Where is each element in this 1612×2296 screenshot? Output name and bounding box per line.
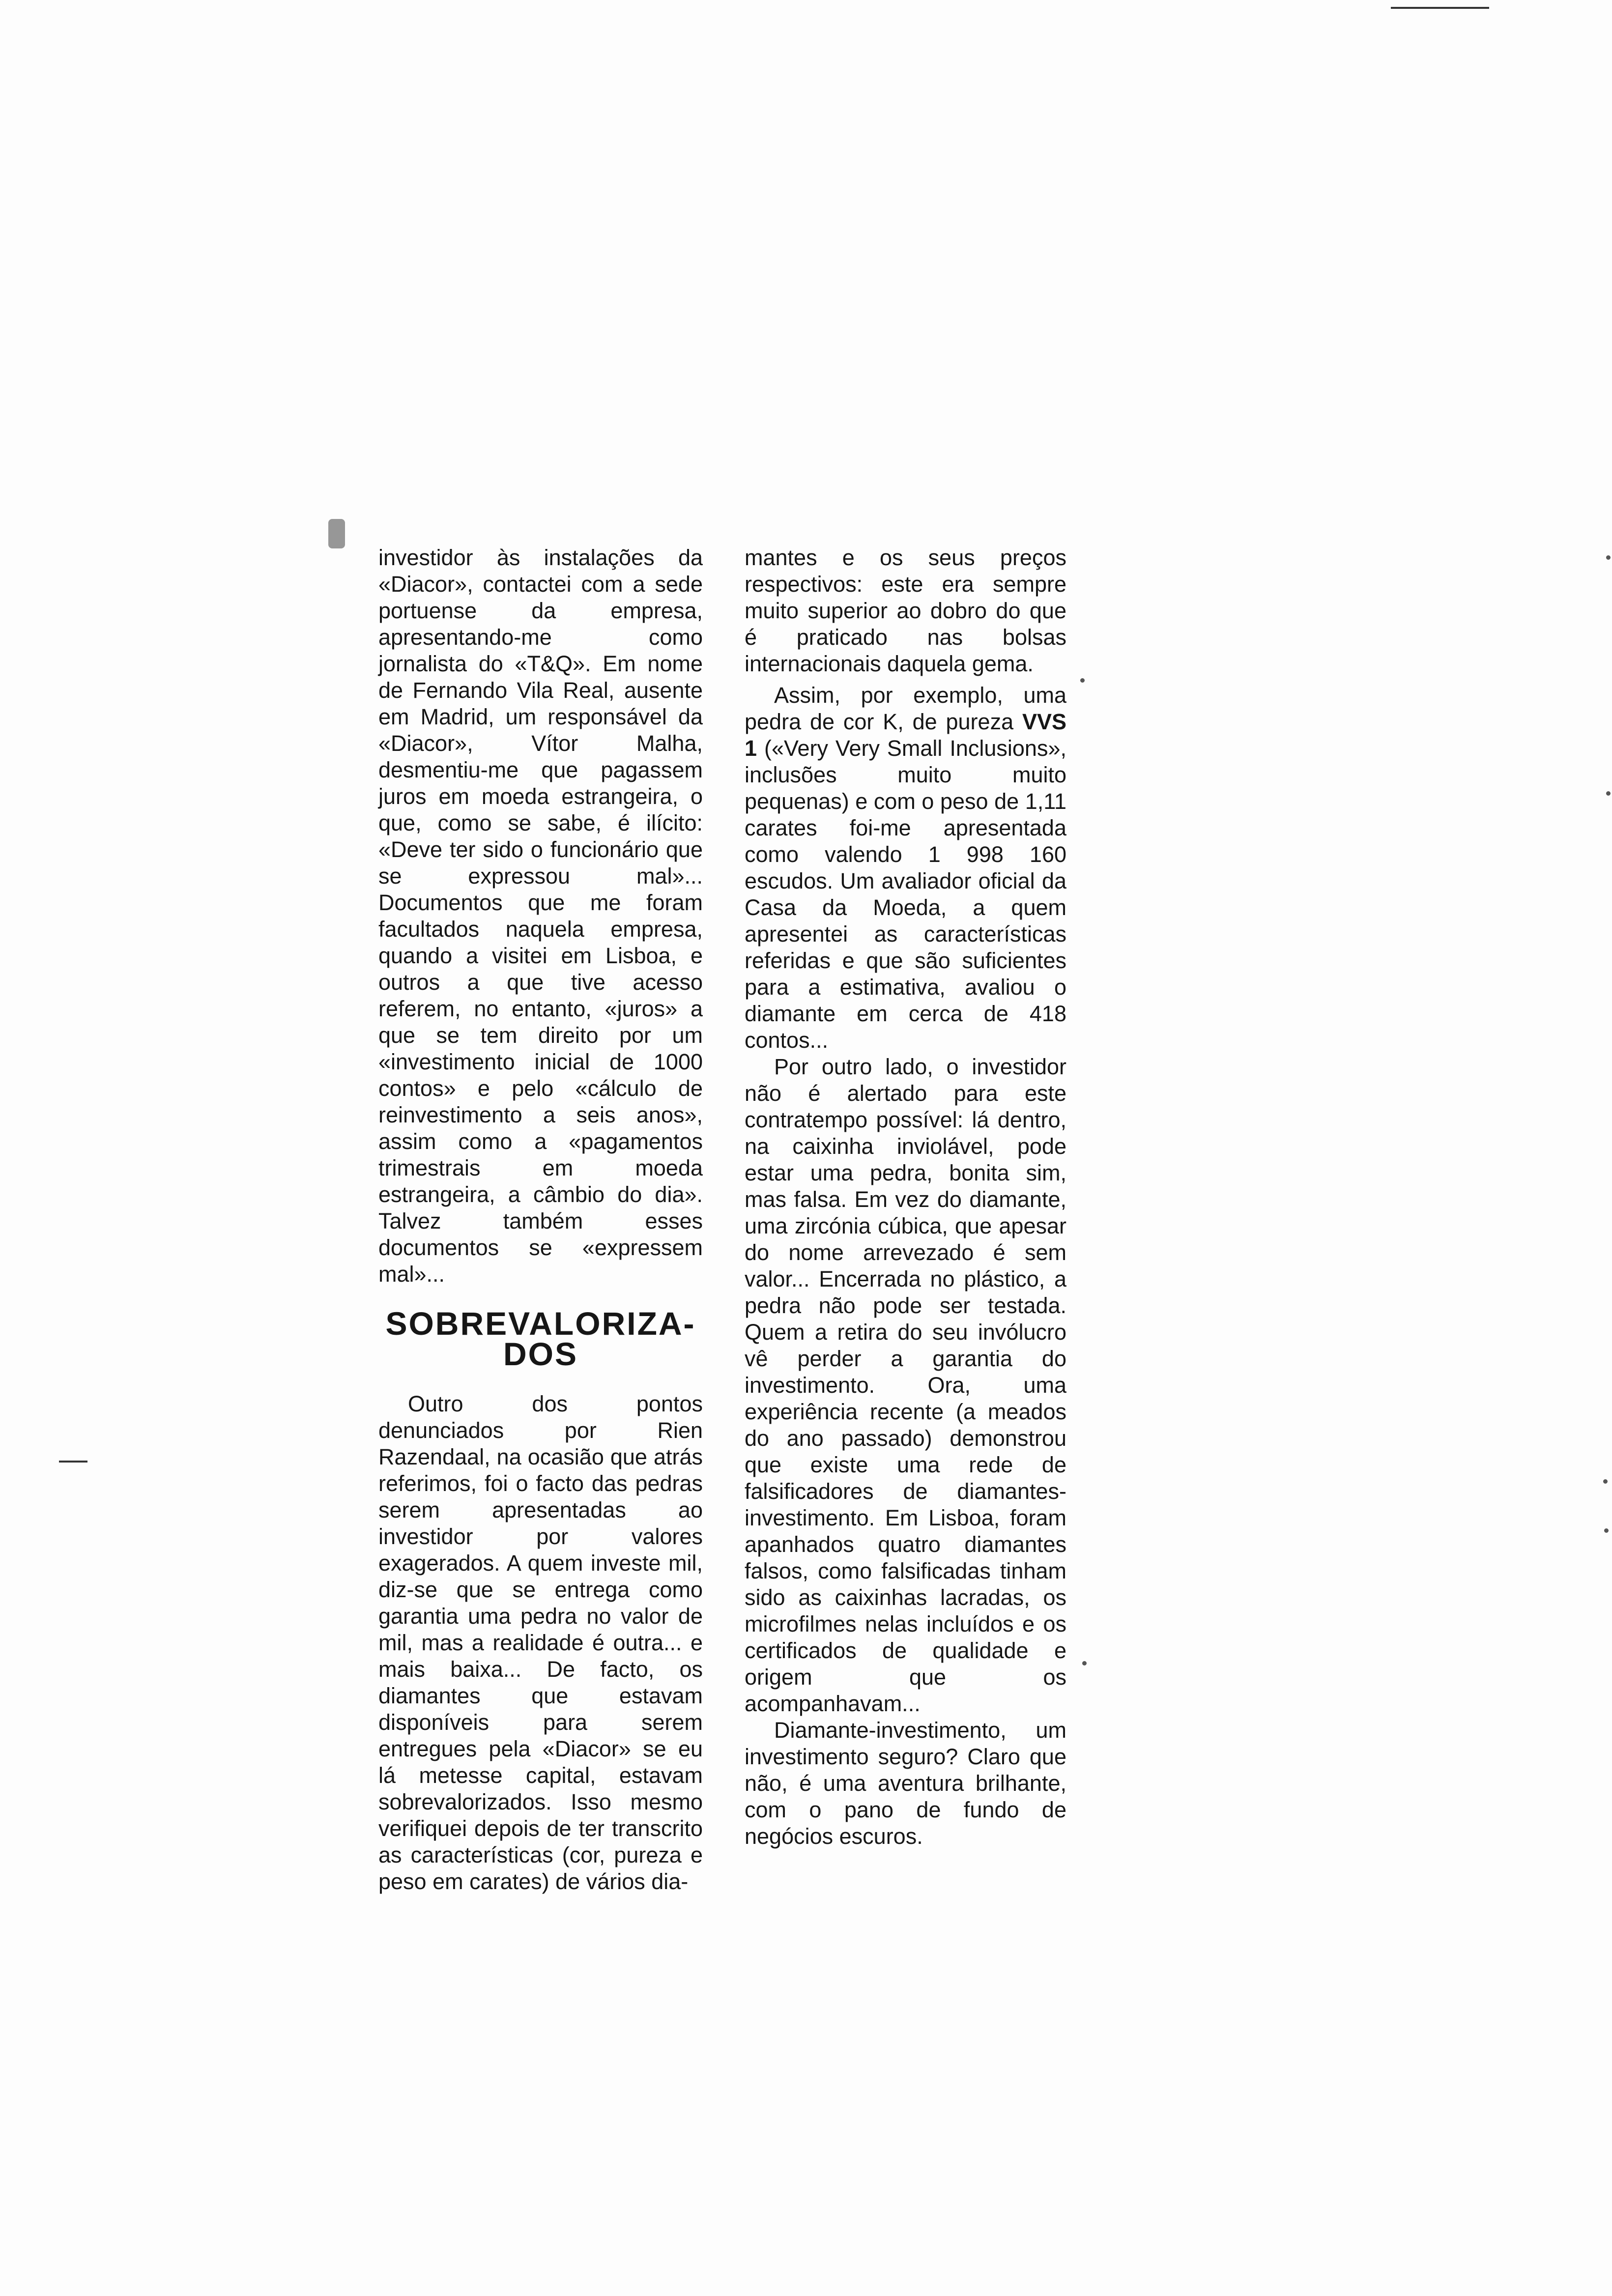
section-heading	[378, 1305, 703, 1372]
scan-speck	[1606, 791, 1611, 796]
paragraph: Diamante-investimento, um investimento seguro? Claro que não, é uma aventura brilhante, com o pano de fundo de negócios escuros.	[745, 1718, 1066, 1849]
paragraph: Por outro lado, o investidor não é alertado para este contratempo possível: lá dentro, na caixinha inviolável, pode estar uma pedra, bonita sim, mas falsa. Em vez do diamante, uma zircónia cúbica, que apesar do nome arrevezado é sem valor... Encerrada no plástico, a pedra não pode ser testada. Quem a retira do seu invólucro vê perder a garantia do investimento. Ora, uma experiência recente (a meados do ano passado) demonstrou que existe uma rede de falsificadores de diamantes-investimento. Em Lisboa, foram apanhados quatro diamantes falsos, como falsificadas tinham sido as caixinhas lacradas, os microfilmes nelas incluídos e os certificados de qualidade e origem que os acompanhavam...	[745, 1054, 1066, 1716]
article-column-right	[745, 545, 1066, 1850]
paragraph: mantes e os seus preços respectivos: este era sempre muito superior ao dobro do que é praticado nas bolsas internacionais daquela gema.	[745, 545, 1066, 676]
paragraph: Outro dos pontos denunciados por Rien Razendaal, na ocasião que atrás referimos, foi o facto das pedras serem apresentadas ao investidor por valores exagerados. A quem investe mil, diz-se que se entrega como garantia uma pedra no valor de mil, mas a realidade é outra... e mais baixa... De facto, os diamantes que estavam disponíveis para serem entregues pela «Diacor» se eu lá metesse capital, estavam sobrevalorizados. Isso mesmo verifiquei depois de ter transcrito as características (cor, pureza e peso em carates) de vários dia-	[378, 1391, 703, 1894]
scan-mark-top-right	[1391, 7, 1489, 9]
heading-line: SOBREVALORIZA-	[385, 1305, 696, 1342]
scan-mark-left-dash	[59, 1461, 87, 1463]
scan-speck	[1603, 1479, 1608, 1484]
scan-speck	[1080, 678, 1085, 683]
text-run: («Very Very Small Inclusions», inclusões muito muito pequenas) e com o peso de 1,11 carates foi-me apresentada como valendo 1 998 160 escudos. Um avaliador oficial da Casa da Moeda, a quem apresentei as características referidas e que são suficientes para a estimativa, avaliou o diamante em cerca de 418 contos...	[745, 736, 1066, 1053]
text-run: Assim, por exemplo, uma pedra de cor K, de pureza	[745, 683, 1066, 734]
paragraph: investidor às instalações da «Diacor», contactei com a sede portuense da empresa, apresentando-me como jornalista do «T&Q». Em nome de Fernando Vila Real, ausente em Madrid, um responsável da «Diacor», Vítor Malha, desmentiu-me que pagassem juros em moeda estrangeira, o que, como se sabe, é ilícito: «Deve ter sido o funcionário que se expressou mal»... Documentos que me foram facultados naquela empresa, quando a visitei em Lisboa, e outros a que tive acesso referem, no entanto, «juros» a que se tem direito por um «investimento inicial de 1000 contos» e pelo «cálculo de reinvestimento a seis anos», assim como a «pagamentos trimestrais em moeda estrangeira, a câmbio do dia». Talvez também esses documentos se «expressem mal»...	[378, 545, 703, 1287]
scan-speck	[1604, 1528, 1609, 1533]
purity-grade: VVS 1	[745, 709, 1066, 761]
scan-speck	[1606, 555, 1611, 560]
scan-blot	[328, 519, 345, 548]
scan-speck	[1082, 1661, 1087, 1665]
paragraph	[745, 682, 1066, 1054]
article-column-left	[378, 545, 703, 1895]
heading-line: DOS	[503, 1336, 578, 1372]
